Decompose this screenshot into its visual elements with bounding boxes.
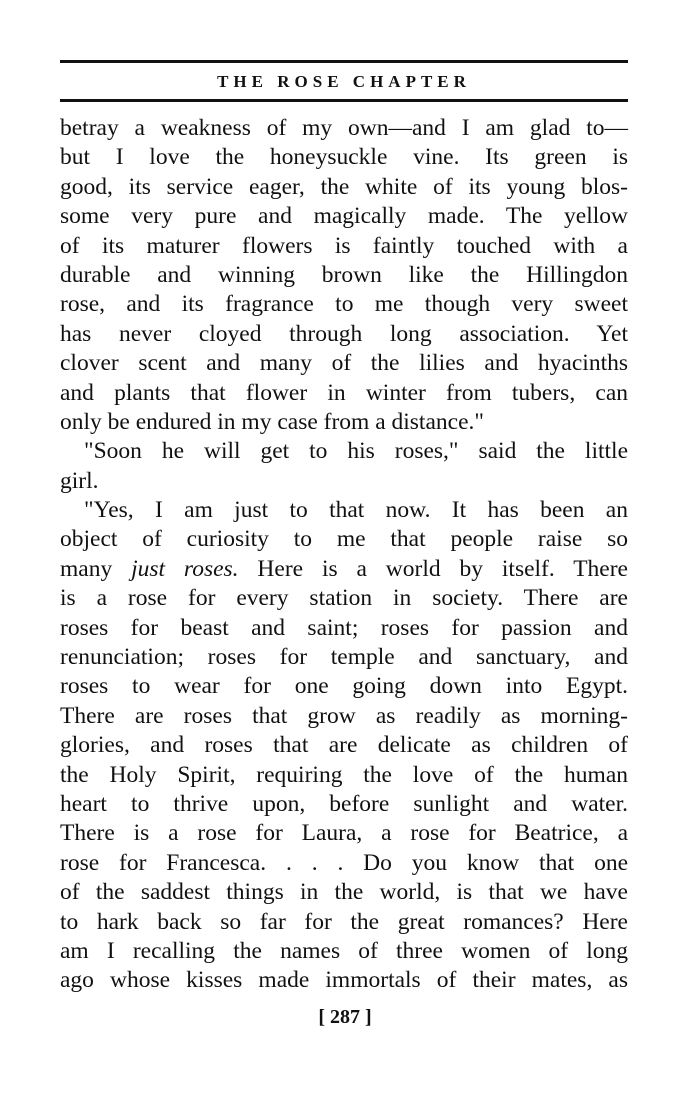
text-line: of the saddest things in the world, is that we have	[60, 879, 628, 906]
text-line: roses for beast and saint; roses for passion and	[60, 614, 628, 641]
text-line: and plants that flower in winter from tubers, can	[60, 379, 628, 406]
text-line: There are roses that grow as readily as morning-	[60, 702, 628, 729]
text-line: ago whose kisses made immortals of their mates, as	[60, 967, 628, 994]
text-line: rose for Francesca. . . . Do you know that one	[60, 849, 628, 876]
header-rule-top	[60, 60, 628, 63]
text-line: good, its service eager, the white of its young blos-	[60, 173, 628, 200]
text-line: girl.	[60, 467, 99, 494]
text-line: heart to thrive upon, before sunlight and water.	[60, 790, 628, 817]
text-line: object of curiosity to me that people raise so	[60, 526, 628, 553]
text-line: "Yes, I am just to that now. It has been an	[84, 497, 628, 524]
body-text	[60, 114, 628, 996]
text-line: is a rose for every station in society. There are	[60, 585, 628, 612]
text-line: the Holy Spirit, requiring the love of the human	[60, 761, 628, 788]
text-line: glories, and roses that are delicate as children of	[60, 732, 628, 759]
text-line: roses to wear for one going down into Egypt.	[60, 673, 628, 700]
text-line: am I recalling the names of three women of long	[60, 937, 628, 964]
text-line: clover scent and many of the lilies and hyacinths	[60, 350, 628, 377]
text-line: rose, and its fragrance to me though very sweet	[60, 291, 628, 318]
text-segment: Here is a world by itself. There	[238, 555, 628, 582]
text-line: only be endured in my case from a distance."	[60, 408, 484, 435]
text-line: betray a weakness of my own—and I am glad to—	[60, 115, 628, 141]
text-line: renunciation; roses for temple and sanctuary, and	[60, 644, 628, 671]
italic-phrase: just roses.	[131, 555, 239, 582]
text-line: some very pure and magically made. The yellow	[60, 203, 628, 230]
text-line: but I love the honeysuckle vine. Its green is	[60, 144, 628, 171]
header-rule-bottom	[60, 99, 628, 102]
text-line: There is a rose for Laura, a rose for Beatrice, a	[60, 820, 628, 847]
text-line: "Soon he will get to his roses," said the little	[84, 438, 628, 465]
text-line: durable and winning brown like the Hillingdon	[60, 261, 628, 288]
text-line: of its maturer flowers is faintly touched with a	[60, 232, 628, 259]
text-segment: many	[60, 555, 132, 582]
page-number: [ 287 ]	[318, 1006, 372, 1028]
running-head: THE ROSE CHAPTER	[217, 72, 471, 91]
text-line: has never cloyed through long association. Yet	[60, 320, 628, 347]
text-line-with-italic	[60, 555, 628, 584]
text-line: to hark back so far for the great romances? Here	[60, 908, 628, 935]
